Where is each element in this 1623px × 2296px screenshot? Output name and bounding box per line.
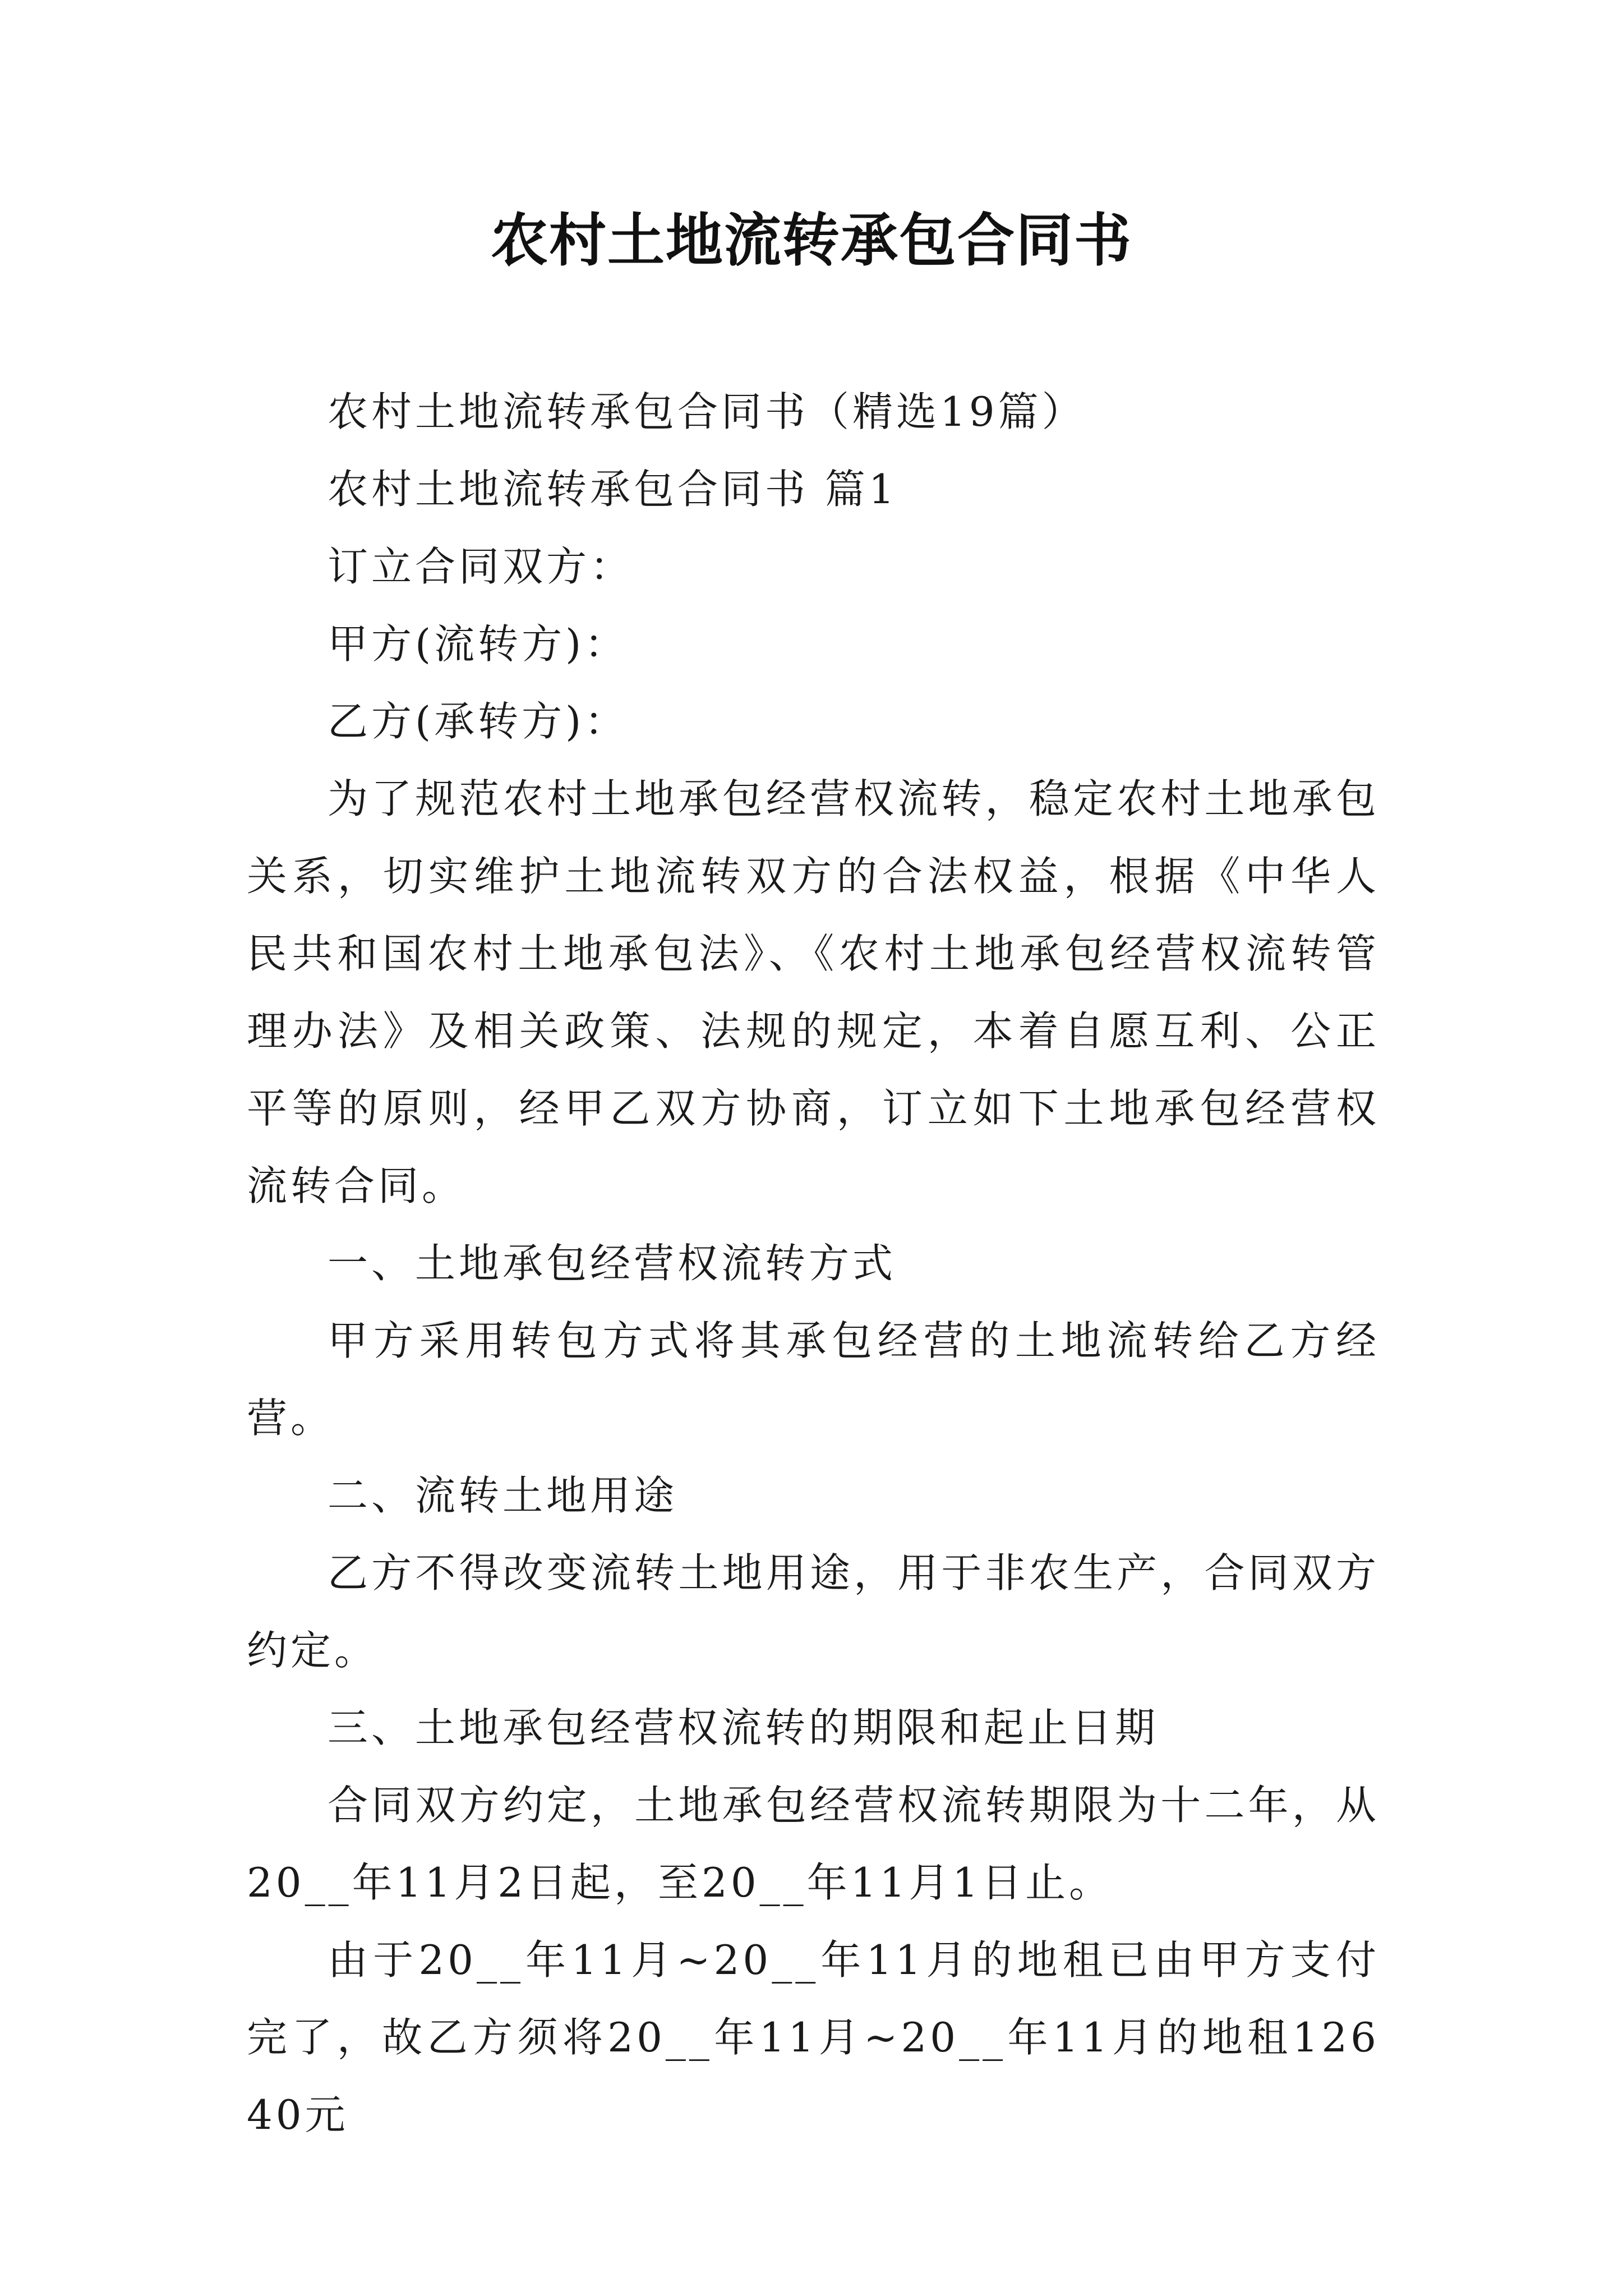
document-title: 农村土地流转承包合同书 <box>491 208 1132 274</box>
clause-2-text: 乙方不得改变流转土地用途，用于非农生产，合同双方约定。 <box>247 1549 1380 1674</box>
clause-2-heading: 二、流转土地用途 <box>328 1472 678 1519</box>
clause-1-text: 甲方采用转包方式将其承包经营的土地流转给乙方经营。 <box>247 1317 1380 1442</box>
clause-3-heading: 三、土地承包经营权流转的期限和起止日期 <box>328 1704 1159 1751</box>
section-heading: 农村土地流转承包合同书 篇1 <box>328 466 898 513</box>
subtitle-paragraph: 农村土地流转承包合同书（精选19篇） <box>328 388 1086 435</box>
clause-3-text: 合同双方约定，土地承包经营权流转期限为十二年，从20__年11月2日起，至20__年11月1日止。 <box>247 1782 1380 1906</box>
parties-label: 订立合同双方： <box>328 543 634 590</box>
rent-paragraph: 由于20__年11月~20__年11月的地租已由甲方支付完了，故乙方须将20__年11月~20__年11月的地租12640元 <box>247 1936 1380 2138</box>
party-a-label: 甲方(流转方)： <box>328 620 629 668</box>
clause-1-heading: 一、土地承包经营权流转方式 <box>328 1240 897 1287</box>
preamble-paragraph: 为了规范农村土地承包经营权流转，稳定农村土地承包关系，切实维护土地流转双方的合法权益，根据《中华人民共和国农村土地承包法》、《农村土地承包经营权流转管理办法》及相关政策、法规的规定，本着自愿互利、公正平等的原则，经甲乙双方协商，订立如下土地承包经营权流转合同。 <box>247 775 1380 1209</box>
party-b-label: 乙方(承转方)： <box>328 698 629 745</box>
document-body <box>247 373 1380 2154</box>
